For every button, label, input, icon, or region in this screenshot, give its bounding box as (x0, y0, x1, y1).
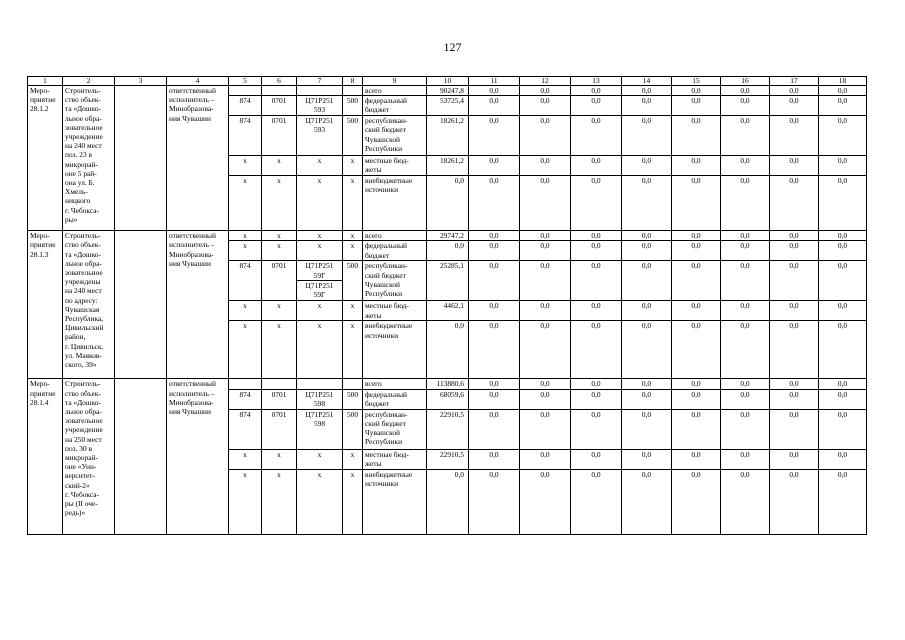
section-code-cell: x (262, 449, 297, 469)
year-value-cell: 0,0 (469, 116, 520, 156)
year-value-cell: 0,0 (622, 156, 672, 176)
year-value-cell: 0,0 (622, 116, 672, 156)
year-value-cell: 0,0 (571, 116, 622, 156)
empty-cell (115, 379, 167, 534)
year-value-cell: 0,0 (672, 261, 721, 301)
target-code-cell: x (297, 321, 343, 379)
col-num: 10 (427, 77, 469, 86)
year-value-cell: 0,0 (770, 241, 819, 261)
target-code-cell: Ц71Р251 593 (297, 96, 343, 116)
year-value-cell: 0,0 (672, 176, 721, 231)
section-code-cell: x (262, 241, 297, 261)
col-num: 9 (363, 77, 427, 86)
expense-type-cell: x (343, 156, 363, 176)
year-value-cell: 0,0 (520, 301, 571, 321)
measure-cell: Меро- приятие 28.1.3 (28, 231, 63, 379)
year-value-cell: 0,0 (469, 156, 520, 176)
section-code-cell: x (262, 321, 297, 379)
year-value-cell: 0,0 (770, 261, 819, 301)
year-value-cell: 0,0 (469, 86, 520, 96)
expense-type-cell: x (343, 321, 363, 379)
total-cell: 0,0 (427, 241, 469, 261)
total-cell: 0,0 (427, 469, 469, 534)
year-value-cell: 0,0 (469, 231, 520, 241)
executor-cell: ответственный исполнитель – Минобразова- ния Чувашии (167, 379, 229, 534)
year-value-cell: 0,0 (819, 231, 867, 241)
section-code-cell: 0701 (262, 96, 297, 116)
year-value-cell: 0,0 (520, 449, 571, 469)
year-value-cell: 0,0 (622, 261, 672, 301)
funding-source-cell: местные бюд- жеты (363, 156, 427, 176)
expense-type-cell: x (343, 176, 363, 231)
section-code-cell: 0701 (262, 116, 297, 156)
year-value-cell: 0,0 (672, 96, 721, 116)
year-value-cell: 0,0 (469, 389, 520, 409)
funding-source-cell: внебюджетные источники (363, 321, 427, 379)
funding-source-cell: республикан- ский бюджет Чувашской Республики (363, 116, 427, 156)
year-value-cell: 0,0 (819, 389, 867, 409)
gr-code-cell: x (229, 321, 262, 379)
year-value-cell: 0,0 (770, 449, 819, 469)
total-cell: 18261,2 (427, 156, 469, 176)
year-value-cell: 0,0 (520, 409, 571, 449)
year-value-cell: 0,0 (571, 321, 622, 379)
expense-type-cell: 500 (343, 96, 363, 116)
year-value-cell: 0,0 (571, 389, 622, 409)
year-value-cell: 0,0 (622, 379, 672, 389)
year-value-cell: 0,0 (721, 469, 770, 534)
section-code-cell (262, 379, 297, 389)
target-code-cell: x (297, 449, 343, 469)
target-code: Ц71Р251 59Г (297, 261, 342, 280)
year-value-cell: 0,0 (672, 116, 721, 156)
expense-type-cell: 500 (343, 261, 363, 301)
description-cell: Строитель- ство объек- та «Дошко- льное обра- зовательное учреждение на 240 мест поз. 23 в микрорай- оне 5 рай- она ул. Б. Хмель- ницкого г. Чебокса- ры» (63, 86, 115, 231)
section-code-cell (262, 86, 297, 96)
empty-cell (115, 231, 167, 379)
funding-source-cell: внебюджетные источники (363, 469, 427, 534)
total-cell: 68059,6 (427, 389, 469, 409)
table-row (28, 86, 867, 96)
gr-code-cell: x (229, 449, 262, 469)
funding-source-cell: внебюджетные источники (363, 176, 427, 231)
year-value-cell: 0,0 (520, 116, 571, 156)
year-value-cell: 0,0 (571, 86, 622, 96)
year-value-cell: 0,0 (622, 301, 672, 321)
col-num: 1 (28, 77, 63, 86)
year-value-cell: 0,0 (622, 176, 672, 231)
year-value-cell: 0,0 (721, 231, 770, 241)
year-value-cell: 0,0 (622, 469, 672, 534)
year-value-cell: 0,0 (520, 321, 571, 379)
year-value-cell: 0,0 (622, 321, 672, 379)
section-code-cell: x (262, 156, 297, 176)
year-value-cell: 0,0 (819, 379, 867, 389)
year-value-cell: 0,0 (770, 116, 819, 156)
year-value-cell: 0,0 (819, 261, 867, 301)
year-value-cell: 0,0 (571, 409, 622, 449)
year-value-cell: 0,0 (672, 389, 721, 409)
total-cell: 25285,1 (427, 261, 469, 301)
year-value-cell: 0,0 (819, 156, 867, 176)
year-value-cell: 0,0 (721, 389, 770, 409)
total-cell: 0,0 (427, 176, 469, 231)
target-code-cell (297, 261, 343, 301)
total-cell: 90247,8 (427, 86, 469, 96)
year-value-cell: 0,0 (571, 469, 622, 534)
col-num: 12 (520, 77, 571, 86)
total-cell: 22910,5 (427, 449, 469, 469)
year-value-cell: 0,0 (672, 409, 721, 449)
year-value-cell: 0,0 (721, 241, 770, 261)
year-value-cell: 0,0 (721, 301, 770, 321)
funding-source-cell: всего (363, 231, 427, 241)
year-value-cell: 0,0 (520, 261, 571, 301)
year-value-cell: 0,0 (819, 176, 867, 231)
expense-type-cell: x (343, 301, 363, 321)
section-code-cell: x (262, 231, 297, 241)
gr-code-cell: x (229, 231, 262, 241)
year-value-cell: 0,0 (469, 176, 520, 231)
column-number-row (28, 77, 867, 86)
funding-source-cell: республикан- ский бюджет Чувашской Республики (363, 261, 427, 301)
year-value-cell: 0,0 (622, 231, 672, 241)
year-value-cell: 0,0 (721, 261, 770, 301)
gr-code-cell: x (229, 176, 262, 231)
year-value-cell: 0,0 (520, 86, 571, 96)
funding-source-cell: местные бюд- жеты (363, 449, 427, 469)
section-code-cell: 0701 (262, 389, 297, 409)
col-num: 2 (63, 77, 115, 86)
year-value-cell: 0,0 (770, 96, 819, 116)
target-code-cell: x (297, 176, 343, 231)
year-value-cell: 0,0 (672, 469, 721, 534)
year-value-cell: 0,0 (721, 116, 770, 156)
col-num: 7 (297, 77, 343, 86)
col-num: 6 (262, 77, 297, 86)
target-code-cell: Ц71Р251 593 (297, 116, 343, 156)
year-value-cell: 0,0 (721, 86, 770, 96)
year-value-cell: 0,0 (721, 96, 770, 116)
funding-source-cell: федеральный бюджет (363, 389, 427, 409)
section-code-cell: x (262, 469, 297, 534)
year-value-cell: 0,0 (819, 116, 867, 156)
year-value-cell: 0,0 (571, 176, 622, 231)
total-cell: 22910,5 (427, 409, 469, 449)
table-row (28, 379, 867, 389)
year-value-cell: 0,0 (672, 86, 721, 96)
year-value-cell: 0,0 (520, 241, 571, 261)
target-code-cell: Ц71Р251 598 (297, 409, 343, 449)
year-value-cell: 0,0 (819, 321, 867, 379)
year-value-cell: 0,0 (721, 449, 770, 469)
expense-type-cell: 500 (343, 389, 363, 409)
col-num: 15 (672, 77, 721, 86)
section-code-cell: 0701 (262, 409, 297, 449)
year-value-cell: 0,0 (520, 176, 571, 231)
gr-code-cell: 874 (229, 261, 262, 301)
gr-code-cell: x (229, 156, 262, 176)
year-value-cell: 0,0 (770, 379, 819, 389)
year-value-cell: 0,0 (622, 449, 672, 469)
section-code-cell: x (262, 176, 297, 231)
year-value-cell: 0,0 (721, 176, 770, 231)
col-num: 4 (167, 77, 229, 86)
year-value-cell: 0,0 (520, 96, 571, 116)
total-cell: 53725,4 (427, 96, 469, 116)
year-value-cell: 0,0 (469, 261, 520, 301)
year-value-cell: 0,0 (770, 321, 819, 379)
program-table (27, 76, 867, 535)
year-value-cell: 0,0 (819, 469, 867, 534)
target-code-cell: x (297, 156, 343, 176)
table-row (28, 231, 867, 241)
description-cell: Строитель- ство объек- та «Дошко- льное обра- зовательное учреждение на 250 мест поз. 30 в микрорай- оне «Уни- верситет- ский-2» г. Чебокса- ры (II оче- редь)» (63, 379, 115, 534)
target-code-cell: Ц71Р251 598 (297, 389, 343, 409)
year-value-cell: 0,0 (622, 241, 672, 261)
year-value-cell: 0,0 (770, 301, 819, 321)
target-code-cell: x (297, 231, 343, 241)
total-cell: 4462,1 (427, 301, 469, 321)
year-value-cell: 0,0 (770, 156, 819, 176)
total-cell: 0,0 (427, 321, 469, 379)
gr-code-cell: x (229, 301, 262, 321)
year-value-cell: 0,0 (721, 409, 770, 449)
year-value-cell: 0,0 (571, 301, 622, 321)
year-value-cell: 0,0 (819, 86, 867, 96)
year-value-cell: 0,0 (469, 409, 520, 449)
measure-cell: Меро- приятие 28.1.4 (28, 379, 63, 534)
gr-code-cell: 874 (229, 389, 262, 409)
executor-cell: ответственный исполнитель – Минобразова- ния Чувашии (167, 86, 229, 231)
section-code-cell: 0701 (262, 261, 297, 301)
year-value-cell: 0,0 (770, 469, 819, 534)
year-value-cell: 0,0 (571, 261, 622, 301)
year-value-cell: 0,0 (819, 96, 867, 116)
expense-type-cell: x (343, 449, 363, 469)
section-code-cell: x (262, 301, 297, 321)
year-value-cell: 0,0 (770, 389, 819, 409)
year-value-cell: 0,0 (571, 156, 622, 176)
year-value-cell: 0,0 (672, 449, 721, 469)
year-value-cell: 0,0 (469, 301, 520, 321)
gr-code-cell: x (229, 241, 262, 261)
year-value-cell: 0,0 (469, 379, 520, 389)
year-value-cell: 0,0 (571, 379, 622, 389)
expense-type-cell: x (343, 241, 363, 261)
year-value-cell: 0,0 (571, 449, 622, 469)
col-num: 8 (343, 77, 363, 86)
expense-type-cell: x (343, 231, 363, 241)
target-code-cell: x (297, 241, 343, 261)
funding-source-cell: федеральный бюджет (363, 96, 427, 116)
year-value-cell: 0,0 (469, 321, 520, 379)
year-value-cell: 0,0 (469, 241, 520, 261)
col-num: 17 (770, 77, 819, 86)
year-value-cell: 0,0 (672, 156, 721, 176)
total-cell: 18261,2 (427, 116, 469, 156)
col-num: 11 (469, 77, 520, 86)
year-value-cell: 0,0 (819, 449, 867, 469)
expense-type-cell: 500 (343, 116, 363, 156)
expense-type-cell: x (343, 469, 363, 534)
year-value-cell: 0,0 (571, 241, 622, 261)
year-value-cell: 0,0 (520, 156, 571, 176)
year-value-cell: 0,0 (770, 86, 819, 96)
gr-code-cell (229, 86, 262, 96)
target-code-cell (297, 86, 343, 96)
year-value-cell: 0,0 (672, 379, 721, 389)
funding-source-cell: федеральный бюджет (363, 241, 427, 261)
total-cell: 113880,6 (427, 379, 469, 389)
col-num: 16 (721, 77, 770, 86)
year-value-cell: 0,0 (622, 409, 672, 449)
year-value-cell: 0,0 (819, 241, 867, 261)
col-num: 14 (622, 77, 672, 86)
year-value-cell: 0,0 (819, 301, 867, 321)
year-value-cell: 0,0 (672, 231, 721, 241)
col-num: 13 (571, 77, 622, 86)
target-code-cell (297, 379, 343, 389)
year-value-cell: 0,0 (469, 469, 520, 534)
empty-cell (115, 86, 167, 231)
expense-type-cell: 500 (343, 409, 363, 449)
year-value-cell: 0,0 (770, 409, 819, 449)
page-number: 127 (443, 40, 462, 54)
year-value-cell: 0,0 (819, 409, 867, 449)
year-value-cell: 0,0 (622, 96, 672, 116)
gr-code-cell: 874 (229, 116, 262, 156)
funding-source-cell: республикан- ский бюджет Чувашской Республики (363, 409, 427, 449)
year-value-cell: 0,0 (672, 241, 721, 261)
year-value-cell: 0,0 (520, 379, 571, 389)
funding-source-cell: всего (363, 86, 427, 96)
year-value-cell: 0,0 (770, 176, 819, 231)
col-num: 5 (229, 77, 262, 86)
expense-type-cell (343, 86, 363, 96)
year-value-cell: 0,0 (469, 96, 520, 116)
measure-cell: Меро- приятие 28.1.2 (28, 86, 63, 231)
col-num: 18 (819, 77, 867, 86)
year-value-cell: 0,0 (520, 231, 571, 241)
year-value-cell: 0,0 (770, 231, 819, 241)
year-value-cell: 0,0 (520, 469, 571, 534)
col-num: 3 (115, 77, 167, 86)
year-value-cell: 0,0 (721, 321, 770, 379)
executor-cell: ответственный исполнитель – Минобразова- ния Чувашии (167, 231, 229, 379)
year-value-cell: 0,0 (520, 389, 571, 409)
year-value-cell: 0,0 (469, 449, 520, 469)
funding-source-cell: местные бюд- жеты (363, 301, 427, 321)
expense-type-cell (343, 379, 363, 389)
year-value-cell: 0,0 (622, 389, 672, 409)
year-value-cell: 0,0 (622, 86, 672, 96)
gr-code-cell: 874 (229, 96, 262, 116)
year-value-cell: 0,0 (672, 301, 721, 321)
year-value-cell: 0,0 (721, 156, 770, 176)
description-cell: Строитель- ство объек- та «Дошко- льное обра- зовательное учреждены на 240 мест по адресу: Чувашская Республика, Цивильский район, г. Цивильск, ул. Маяков- ского, 39» (63, 231, 115, 379)
year-value-cell: 0,0 (571, 96, 622, 116)
target-code: Ц71Р251 59Г (305, 280, 334, 300)
year-value-cell: 0,0 (672, 321, 721, 379)
target-code-cell: x (297, 301, 343, 321)
gr-code-cell: 874 (229, 409, 262, 449)
total-cell: 29747,2 (427, 231, 469, 241)
gr-code-cell: x (229, 469, 262, 534)
target-code-cell: x (297, 469, 343, 534)
year-value-cell: 0,0 (571, 231, 622, 241)
gr-code-cell (229, 379, 262, 389)
funding-source-cell: всего (363, 379, 427, 389)
year-value-cell: 0,0 (721, 379, 770, 389)
